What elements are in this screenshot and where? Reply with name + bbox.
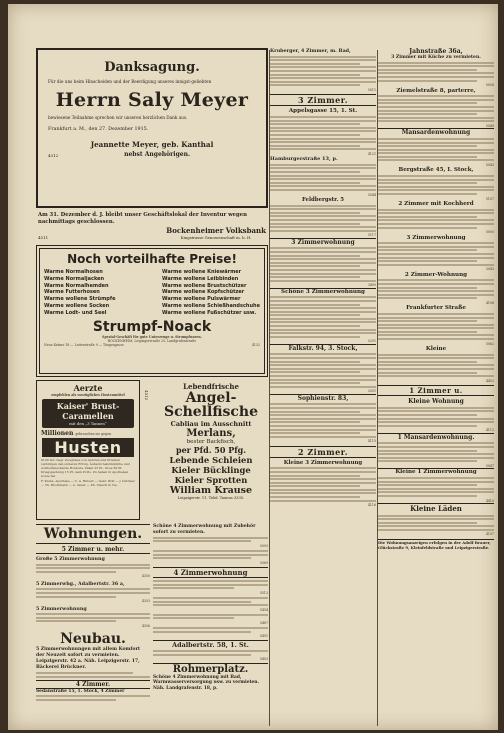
kaiser-body: 6100 not. begl. Zeugnisse von Aerzten und Privaten verbürgen den sicheren Erfolg. Äußerst bekömmliche und wohlschmeckende Bonbons. Paket 25 Pf., Dose 50 Pf. Kriegspackung 15 Pf., kein Porto. Zu haben in Apotheken sowie bei bbox=[41, 458, 130, 479]
right-3z: 3 Zimmerwohnung bbox=[406, 234, 466, 241]
mid-block bbox=[270, 205, 376, 238]
mid-block bbox=[270, 56, 376, 93]
mid-block bbox=[270, 403, 376, 443]
wohnungen-section bbox=[36, 524, 150, 703]
ref: 4353 bbox=[141, 599, 150, 604]
ref: 5487 bbox=[259, 620, 268, 625]
deceased-name: Herrn Saly Meyer bbox=[55, 89, 249, 111]
right-mansard: Mansardenwohnung bbox=[378, 128, 494, 136]
ref: 5403 bbox=[259, 657, 268, 662]
kaiser-brand-1: Kaiser' Brust- bbox=[56, 401, 120, 412]
strumpf-item: Warme wollene Kopfschützer bbox=[162, 289, 245, 296]
mid-falk: Falkstr. 94, 3. Stock, bbox=[270, 344, 376, 352]
right-block bbox=[378, 242, 494, 272]
fisch-merlans: Merlans, bbox=[186, 428, 236, 439]
fisch-price: per Pfd. 50 Pfg. bbox=[175, 445, 247, 455]
middle-column bbox=[270, 48, 376, 508]
fisch-sprotten: Kieler Sprotten bbox=[174, 475, 248, 485]
mid-3zim-b: 3 Zimmerwohnung bbox=[270, 238, 376, 246]
fisch-ad bbox=[154, 380, 268, 520]
fisch-firm: William Krause bbox=[169, 485, 253, 496]
right-block bbox=[378, 279, 494, 305]
right-kalles: 2 Zimmer mit Kochherd bbox=[398, 201, 474, 208]
vier-zimmer-head: 4 Zimmer. bbox=[36, 680, 150, 689]
strumpf-item: Warme wollene Kniewärmer bbox=[162, 269, 242, 275]
kaiser-brand-3: mit den „3 Tannen“ bbox=[69, 421, 107, 427]
newspaper-page bbox=[8, 4, 498, 730]
right-block bbox=[378, 95, 494, 128]
ref: 4107 bbox=[485, 532, 494, 537]
ref: 3043 bbox=[485, 267, 494, 272]
ref: 3490 bbox=[367, 283, 376, 288]
strumpf-headline: Noch vorteilhafte Preise! bbox=[67, 252, 237, 266]
wohnung-ad-head: 5 Zimmerwohnung bbox=[36, 605, 87, 612]
mid-block bbox=[270, 247, 376, 287]
right-column bbox=[378, 48, 494, 550]
right-1zimmer-head: 1 Zimmer u. bbox=[378, 385, 494, 396]
strumpf-item: Warme Lodt- und Seel bbox=[44, 309, 107, 316]
strumpf-left-list bbox=[44, 269, 115, 317]
sechs-head: Schöne 4 Zimmerwohnung mit Zubehör sofort zu vermieten. bbox=[153, 524, 256, 535]
ref: 5058 bbox=[485, 83, 494, 88]
ref: 4410 bbox=[485, 498, 494, 503]
ref: 5062 bbox=[485, 341, 494, 346]
adalbert-head: Adalbertstr. 58, 1. St. bbox=[153, 640, 268, 649]
box-title: 4 Zimmerwohnung bbox=[153, 567, 268, 578]
ref: 3301 bbox=[367, 389, 376, 394]
strumpf-right-list bbox=[162, 269, 260, 317]
fisch-bratfisch: bester Backfisch, bbox=[186, 439, 236, 445]
bank-ref: 4511 bbox=[38, 235, 49, 240]
ref: 5454 bbox=[259, 607, 268, 612]
fisch-schleien: Lebende Schleien bbox=[169, 455, 253, 465]
fisch-title-1: Angel- bbox=[185, 390, 237, 406]
left-column bbox=[36, 48, 268, 703]
danksagung-signer: Jeannette Meyer, geb. Kanthal bbox=[90, 140, 214, 149]
right-ziem: Ziemelstraße 8, parterre, bbox=[396, 87, 476, 94]
bank-notice bbox=[36, 208, 268, 242]
ref: 5107 bbox=[485, 196, 494, 201]
fisch-top: Lebendfrische bbox=[183, 382, 239, 391]
kaiser-brand-2: Caramellen bbox=[62, 411, 114, 422]
wohnungen-title: Wohnungen. bbox=[36, 524, 150, 544]
ref: 5044 bbox=[367, 192, 376, 197]
right-block bbox=[378, 209, 494, 235]
ref: 5069 bbox=[259, 560, 268, 565]
strumpf-item: Warme wollene Schießhandschuhe bbox=[162, 302, 260, 309]
danksagung-dateline: Frankfurt a. M., den 27. Dezember 1915. bbox=[48, 127, 149, 132]
ref: 5005 bbox=[485, 230, 494, 235]
kaiser-side-ref: 4512 bbox=[144, 390, 149, 401]
vier-zimmer-text: Sedanstraße 15, 1. Stock, 4 Zimmer bbox=[36, 688, 125, 694]
fisch-address: Leipzigerstr. 11. Telef. Taunus 3335. bbox=[177, 496, 245, 500]
right-block bbox=[378, 407, 494, 433]
mid-appel: Appelsgasse 15, 1. St. bbox=[288, 108, 358, 115]
ref: 5047 bbox=[485, 463, 494, 468]
fisch-title-2: Schellfische bbox=[163, 404, 259, 420]
right-head1: Jahnstraße 36a, bbox=[409, 48, 463, 55]
ref: 5117 bbox=[367, 233, 376, 238]
kaiser-dealers: F. Krebs, Apotheke — C. A. Hubert — Gebr. Wolf — J. Dettmer — Th. Brodtmann — A. Sauer — Ph. Stauch & Cie. bbox=[41, 478, 135, 487]
kaiser-millionen: Millionen bbox=[41, 430, 74, 438]
strumpf-item: Warme Normalhemden bbox=[44, 282, 109, 289]
bank-name: Bockenheimer Volksbank bbox=[166, 226, 266, 235]
strumpf-sub1: Spezial-Geschäft für gute Unterzeuge u. Strumpfwaren. bbox=[102, 334, 202, 339]
fisch-cabliau: Cabliau im Ausschnitt bbox=[170, 420, 252, 428]
ref: 4116 bbox=[367, 503, 376, 508]
ref: 5093 bbox=[259, 543, 268, 548]
kaiser-caramellen-ad bbox=[36, 380, 140, 520]
wohnung-ad-head: Große 5 Zimmerwohnung bbox=[36, 556, 105, 562]
strumpf-item: Warme wollene Socken bbox=[44, 302, 110, 309]
strumpf-item: Warme Normalhosen bbox=[44, 269, 103, 275]
ref: 4108 bbox=[485, 300, 494, 305]
right-block bbox=[378, 138, 494, 168]
mid-feld: Feldbergstr. 5 bbox=[302, 197, 344, 204]
rohmerplatz-text: Schöne 4 Zimmerwohnung mit Bad, Warmwasserversorgung usw. zu vermieten. Näh. Landgrafenstr. 18, p. bbox=[153, 674, 260, 691]
ref: 5043 bbox=[485, 163, 494, 168]
mid-sophien: Sophienstr. 83, bbox=[270, 394, 376, 402]
wohnung-ad-head: 5 Zimmerwhg., Adalbertstr. 36 a, bbox=[36, 580, 125, 587]
right-block bbox=[378, 515, 494, 537]
kaiser-top: Aerzte bbox=[73, 383, 103, 393]
mid-homb: Hamburgerstraße 13, p. bbox=[270, 156, 338, 163]
right-footer: Die Wohnungsanzeigen erfolgen in der Adolf Brauer, Glückstraße 9, Kleinfeldstraße und Leipzigerstraße. bbox=[378, 539, 494, 551]
mid-block bbox=[270, 164, 376, 197]
right-block bbox=[378, 62, 494, 88]
right-bergst: Bergstraße 45, I. Stock, bbox=[398, 167, 474, 174]
strumpf-item: Warme wollene Leibbinden bbox=[162, 275, 239, 282]
danksagung-text: bewiesene Teilnahme sprechen wir unseren herzlichen Dank aus. bbox=[48, 115, 188, 120]
kaiser-husten: Husten bbox=[42, 438, 134, 457]
mid-top: Kruberger, 4 Zimmer, m. Bad, bbox=[270, 48, 351, 54]
strumpf-sub2: BOCKENHEIM, Leipzigerstraße 25, Landgrafenstraße bbox=[107, 338, 197, 343]
ref: 4350 bbox=[141, 574, 150, 579]
right-laden: Kleine Läden bbox=[378, 503, 494, 513]
right-kleinewhg: Kleine Wohnung bbox=[408, 398, 464, 406]
right-1mans: 1 Mansardenwohnung. bbox=[378, 433, 494, 441]
right-frank: Frankfurter Straße bbox=[406, 305, 466, 312]
strumpf-ref: 4132 bbox=[251, 343, 260, 348]
ref: 4402 bbox=[485, 378, 494, 383]
danksagung-title: Danksagung. bbox=[104, 60, 200, 75]
danksagung-intro: Für die uns beim Hinscheiden und der Beerdigung unseres innigst-geliebten bbox=[48, 79, 212, 84]
ref: 4121 bbox=[367, 151, 376, 156]
mid-schoene: Schöne 3 Zimmerwohnung bbox=[270, 288, 376, 295]
strumpf-item: Warme wollene Fußschützer usw. bbox=[162, 309, 257, 316]
neubau-title: Neubau. bbox=[60, 631, 126, 648]
danksagung-ref: 4312 bbox=[48, 153, 59, 158]
mid-klein: Kleine 3 Zimmerwohnung bbox=[283, 459, 363, 466]
ref: 5291 bbox=[367, 339, 376, 344]
right-block bbox=[378, 442, 494, 468]
right-2z-mans: 2 Zimmer-Wohnung bbox=[404, 271, 468, 278]
right-block bbox=[378, 477, 494, 503]
ref: 5491 bbox=[259, 634, 268, 639]
strumpf-noack-ad bbox=[36, 245, 268, 377]
ref: 4115 bbox=[367, 439, 376, 444]
mid-2zimmer-head: 2 Zimmer. bbox=[270, 446, 376, 458]
ref: 5049 bbox=[485, 123, 494, 128]
rohmerplatz-head: Rohmerplatz. bbox=[153, 663, 268, 675]
ref: 4356 bbox=[141, 623, 150, 628]
ref: 5011 bbox=[367, 87, 376, 92]
strumpf-item: Warme Futterhosen bbox=[44, 289, 100, 296]
bank-address: Kingstrasse Genossenschaft m. b. H. bbox=[180, 235, 252, 240]
kaiser-top-sub: empfehlen als vorzügliches Hustenmittel bbox=[51, 393, 125, 397]
strumpf-brand: Strumpf-Noack bbox=[92, 318, 212, 335]
bank-text: Am 31. Dezember d. J. bleibt unser Geschäftslokal der Inventur wegen nachmittags geschlossen. bbox=[38, 212, 247, 225]
danksagung-notice bbox=[36, 48, 268, 208]
strumpf-item: Warme wollene Brustschützer bbox=[162, 282, 247, 289]
fisch-buecklinge: Kieler Bücklinge bbox=[171, 465, 251, 475]
neubau-text: 5 Zimmerwohnungen mit allem Komfort der Neuzeit sofort zu vermieten. Leipzigerstr. 42 a. Näh. Leipzigerstr. 17, Bäckerei Brückner. bbox=[36, 647, 140, 670]
ref: 4112 bbox=[485, 428, 494, 433]
right-head1b: 3 Zimmer mit Küche zu vermieten. bbox=[391, 55, 481, 60]
vier-zimmer-ads bbox=[153, 524, 268, 703]
strumpf-sub3: Neue Kräme 18 — Leiterstraße 9 — Töngesgasse bbox=[44, 343, 124, 348]
right-block bbox=[378, 313, 494, 346]
strumpf-item: Warme wollene Strümpfe bbox=[44, 296, 116, 303]
right-kleine: Kleine bbox=[425, 346, 447, 353]
mid-block bbox=[270, 296, 376, 344]
mid-block bbox=[270, 467, 376, 507]
danksagung-signer-sub: nebst Angehörigen. bbox=[124, 151, 191, 158]
right-klein2: Kleine 1 Zimmerwohnung bbox=[378, 468, 494, 475]
ref: 5513 bbox=[259, 590, 268, 595]
strumpf-item: Warme wollene Pulswärmer bbox=[162, 296, 241, 303]
mid-3zimmer-head: 3 Zimmer. bbox=[270, 94, 376, 106]
mid-block bbox=[270, 353, 376, 393]
right-block bbox=[378, 354, 494, 384]
right-block bbox=[378, 175, 494, 201]
wohnungen-ads bbox=[36, 556, 150, 628]
wohnungen-sub1: 5 Zimmer u. mehr. bbox=[36, 546, 150, 554]
kaiser-millionen-sub: gebrauchen sie gegen bbox=[75, 432, 112, 437]
strumpf-item: Warme Normaljacken bbox=[44, 275, 105, 282]
mid-block bbox=[270, 116, 376, 156]
